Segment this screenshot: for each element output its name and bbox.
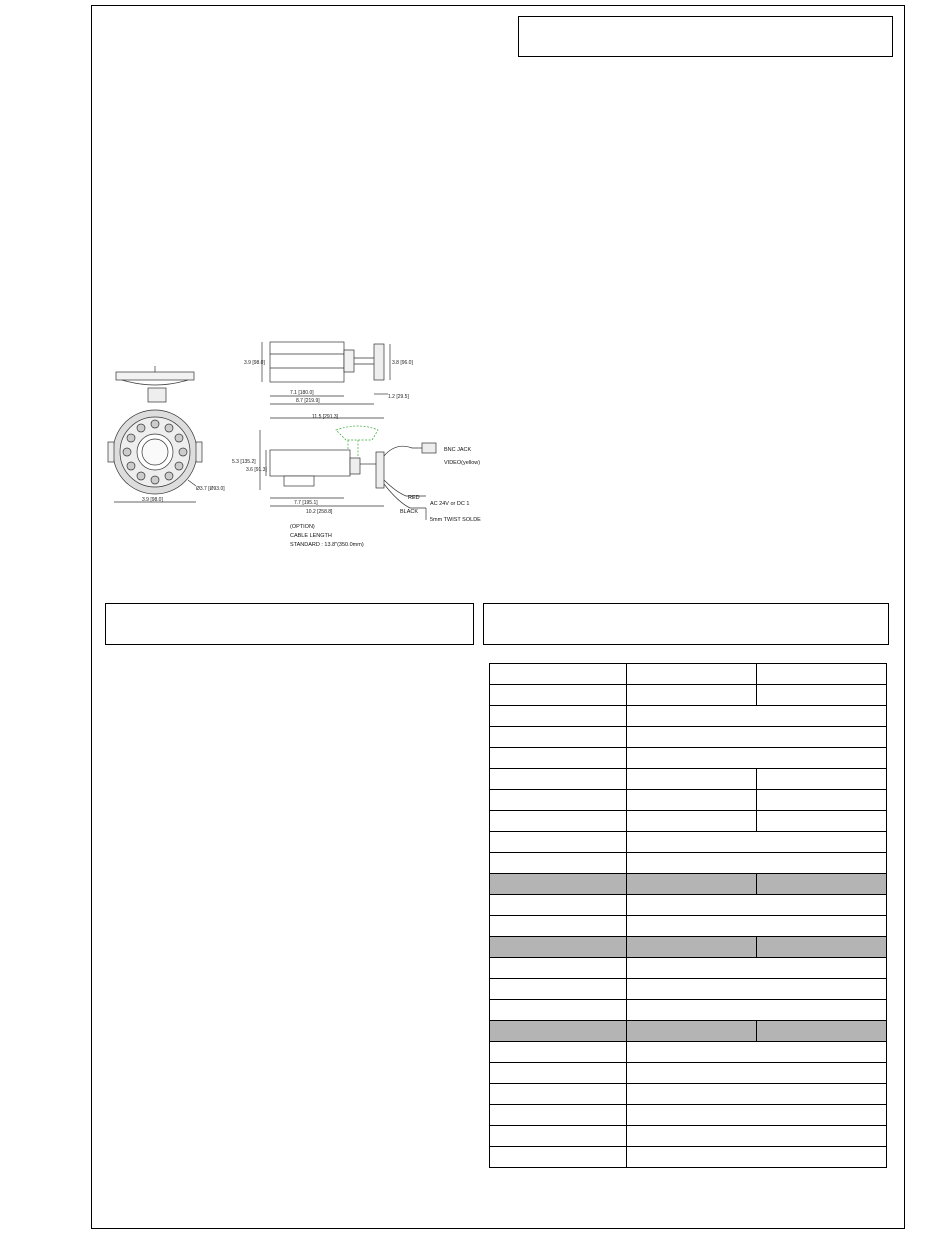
dimension-drawing — [100, 330, 490, 560]
table-row — [490, 979, 887, 1000]
table-cell — [490, 853, 627, 874]
callout-label: AC 24V or DC 1 — [430, 501, 470, 507]
table-cell — [627, 664, 757, 685]
dim-label: 3.9 [98.0] — [244, 360, 265, 366]
table-cell — [490, 811, 627, 832]
table-cell — [757, 769, 887, 790]
table-row — [490, 958, 887, 979]
table-cell — [490, 1084, 627, 1105]
table-cell — [627, 1021, 757, 1042]
table-row — [490, 916, 887, 937]
dim-label: 3.8 [96.0] — [392, 360, 413, 366]
option-label: CABLE LENGTH — [290, 533, 332, 539]
specifications-table — [489, 663, 887, 1168]
table-cell — [627, 790, 757, 811]
table-cell — [490, 685, 627, 706]
table-cell — [627, 1000, 887, 1021]
table-cell — [490, 1126, 627, 1147]
table-cell — [627, 706, 887, 727]
table-cell — [490, 1147, 627, 1168]
table-cell — [627, 1042, 887, 1063]
table-cell — [490, 706, 627, 727]
table-cell — [627, 937, 757, 958]
table-row — [490, 706, 887, 727]
table-cell — [490, 832, 627, 853]
table-cell — [757, 685, 887, 706]
table-cell — [757, 874, 887, 895]
callout-label: BNC JACK — [444, 447, 472, 453]
dim-label: 11.5 [291.3] — [312, 414, 339, 420]
table-cell — [627, 727, 887, 748]
table-row — [490, 1000, 887, 1021]
option-label: STANDARD : 13.8"(350.0mm) — [290, 542, 364, 548]
table-cell — [490, 748, 627, 769]
table-cell — [490, 1021, 627, 1042]
table-row — [490, 811, 887, 832]
dim-label: 3.6 [91.3] — [246, 467, 267, 473]
table-cell — [490, 1063, 627, 1084]
dim-label: Ø3.7 [Ø93.0] — [196, 486, 225, 492]
table-cell — [490, 1105, 627, 1126]
table-cell — [757, 664, 887, 685]
table-section-row — [490, 874, 887, 895]
dim-label: 1.2 [29.5] — [388, 394, 409, 400]
table-cell — [757, 1021, 887, 1042]
table-row — [490, 1042, 887, 1063]
table-row — [490, 1147, 887, 1168]
specifications-header-box — [483, 603, 889, 645]
table-cell — [490, 874, 627, 895]
table-row — [490, 685, 887, 706]
table-row — [490, 1084, 887, 1105]
table-row — [490, 1105, 887, 1126]
table-cell — [627, 1084, 887, 1105]
option-label: (OPTION) — [290, 524, 315, 530]
table-cell — [490, 937, 627, 958]
dim-label: 7.1 [180.0] — [290, 390, 314, 396]
dim-label: 10.2 [258.8] — [306, 509, 333, 515]
table-row — [490, 790, 887, 811]
table-cell — [490, 895, 627, 916]
table-cell — [627, 811, 757, 832]
table-cell — [627, 748, 887, 769]
table-cell — [627, 916, 887, 937]
table-cell — [490, 790, 627, 811]
table-row — [490, 727, 887, 748]
table-row — [490, 664, 887, 685]
table-cell — [490, 1000, 627, 1021]
table-cell — [490, 958, 627, 979]
table-row — [490, 769, 887, 790]
table-cell — [627, 853, 887, 874]
dim-label: 3.9 [98.0] — [142, 497, 163, 503]
table-cell — [627, 1126, 887, 1147]
dim-label: 8.7 [219.9] — [296, 398, 320, 404]
table-cell — [757, 811, 887, 832]
table-cell — [490, 1042, 627, 1063]
table-cell — [490, 916, 627, 937]
table-cell — [757, 790, 887, 811]
table-row — [490, 748, 887, 769]
table-cell — [627, 832, 887, 853]
callout-label: RED — [408, 495, 420, 501]
table-row — [490, 1063, 887, 1084]
callout-label: BLACK — [400, 509, 419, 515]
table-cell — [757, 937, 887, 958]
table-cell — [627, 895, 887, 916]
table-section-row — [490, 937, 887, 958]
table-cell — [627, 1063, 887, 1084]
table-section-row — [490, 1021, 887, 1042]
table-row — [490, 895, 887, 916]
dim-label: 7.7 [195.1] — [294, 500, 318, 506]
table-cell — [490, 727, 627, 748]
features-header-box — [105, 603, 474, 645]
table-cell — [627, 958, 887, 979]
callout-label: 5mm TWIST SOLDE — [430, 517, 481, 523]
title-box — [518, 16, 893, 57]
table-cell — [627, 874, 757, 895]
table-row — [490, 853, 887, 874]
table-cell — [490, 979, 627, 1000]
table-cell — [627, 685, 757, 706]
table-row — [490, 1126, 887, 1147]
dim-label: 5.3 [135.2] — [232, 459, 256, 465]
table-cell — [627, 979, 887, 1000]
table-row — [490, 832, 887, 853]
table-cell — [627, 1147, 887, 1168]
table-cell — [490, 769, 627, 790]
table-cell — [490, 664, 627, 685]
table-cell — [627, 1105, 887, 1126]
callout-label: VIDEO(yellow) — [444, 460, 481, 466]
table-cell — [627, 769, 757, 790]
